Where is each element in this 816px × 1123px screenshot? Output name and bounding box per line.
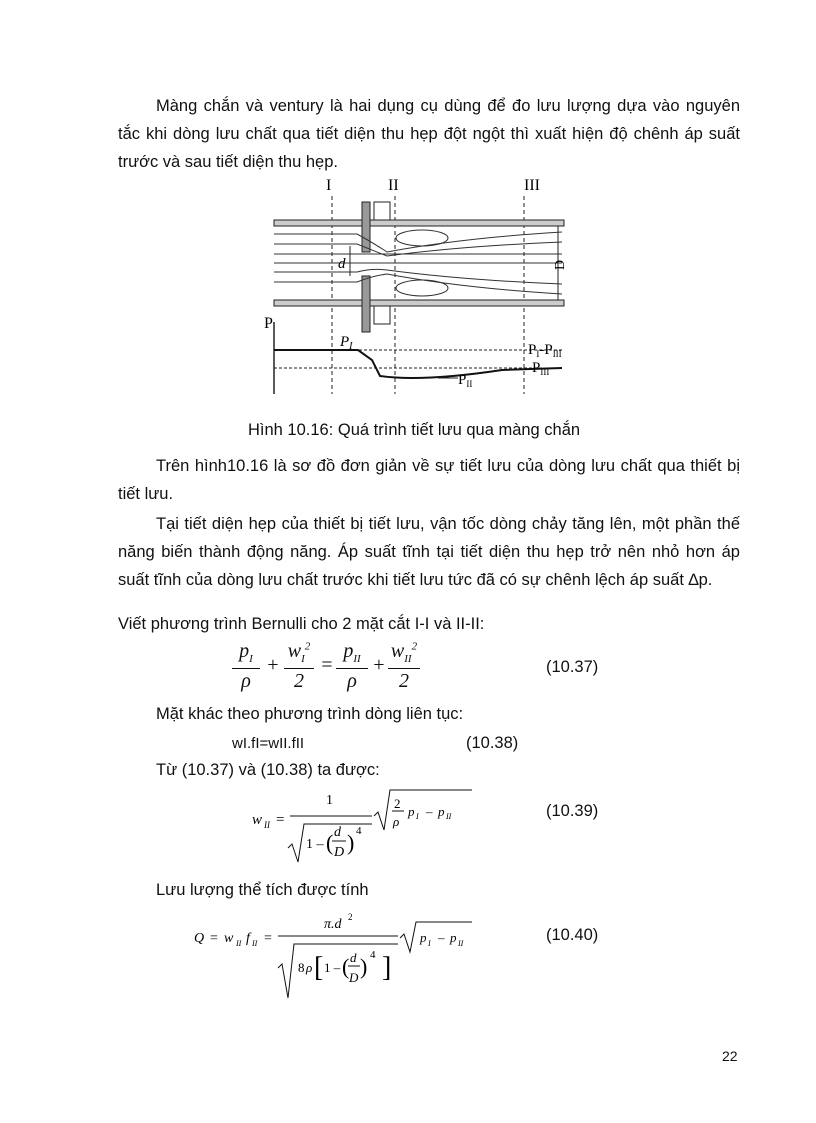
paragraph-5: Mặt khác theo phương trình dòng liên tục: — [156, 705, 464, 723]
svg-text:–: – — [426, 804, 433, 819]
svg-text:ρ: ρ — [306, 960, 313, 975]
paragraph-4: Viết phương trình Bernulli cho 2 mặt cắt I-I và II-II: — [118, 615, 485, 633]
paragraph-3: Tại tiết diện hẹp của thiết bị tiết lưu, vận tốc dòng chảy tăng lên, một phần thế năng biến thành động năng. Áp suất tĩnh tại tiết diện thu hẹp trở nên nhỏ hơn áp suất tĩnh của dòng lưu chất trước khi tiết lưu tức đã có sự chênh lệch áp suất ∆p. — [118, 515, 740, 589]
figure-caption: Hình 10.16: Quá trình tiết lưu qua màng chắn — [248, 421, 581, 439]
paragraph-2: Trên hình10.16 là sơ đồ đơn giản về sự tiết lưu của dòng lưu chất qua thiết bị tiết lưu. — [118, 457, 740, 503]
svg-text:II: II — [264, 820, 270, 830]
svg-text:[: [ — [314, 952, 324, 983]
equation-number-10-37: (10.37) — [546, 658, 599, 676]
svg-text:II: II — [236, 939, 242, 948]
svg-text:II: II — [252, 939, 258, 948]
svg-text:D: D — [349, 970, 359, 985]
svg-text:f: f — [246, 931, 250, 946]
svg-text:4: 4 — [370, 949, 376, 961]
svg-text:8: 8 — [298, 960, 305, 975]
equation-number-10-39: (10.39) — [546, 802, 599, 820]
svg-text:–: – — [438, 930, 445, 945]
p-axis-label: P — [264, 315, 273, 332]
svg-text:D: D — [334, 845, 345, 860]
svg-text:II: II — [458, 939, 464, 948]
svg-text:2: 2 — [348, 912, 353, 922]
svg-text:I: I — [416, 812, 419, 821]
svg-text:PIII — [532, 360, 549, 377]
svg-text:(: ( — [342, 954, 350, 979]
equation-number-10-40: (10.40) — [546, 926, 599, 944]
svg-text:): ) — [360, 954, 368, 979]
page-number: 22 — [722, 1048, 738, 1064]
svg-text:p: p — [420, 930, 427, 945]
svg-text:w: w — [224, 931, 234, 946]
equation-10-39 — [250, 786, 480, 866]
svg-text:1: 1 — [326, 793, 333, 808]
svg-text:4: 4 — [356, 825, 362, 837]
paragraph-6: Từ (10.37) và (10.38) ta được: — [156, 761, 380, 779]
svg-text:=: = — [276, 812, 285, 828]
svg-text:=: = — [210, 931, 218, 946]
section-label-i: I — [326, 177, 332, 194]
equation-10-40 — [192, 908, 482, 1004]
section-label-ii: II — [388, 177, 399, 194]
svg-text:(: ( — [326, 830, 334, 855]
pdiff-dash: -P — [539, 342, 553, 358]
p2-label: P — [458, 372, 467, 388]
svg-text:1 –: 1 – — [306, 837, 324, 852]
svg-text:PI-PIII — [528, 342, 562, 359]
svg-text:=: = — [264, 931, 272, 946]
p3-sub: III — [540, 367, 550, 377]
svg-text:p: p — [438, 804, 445, 819]
svg-text:p: p — [408, 804, 415, 819]
orifice-flow-figure — [262, 172, 584, 404]
equation-10-38: wI.fI=wII.fII — [232, 735, 305, 752]
big-d-label: D — [553, 259, 568, 270]
intro-paragraph: Màng chắn và ventury là hai dụng cụ dùng để đo lưu lượng dựa vào nguyên tắc khi dòng lưu chất qua tiết diện thu hẹp đột ngột thì xuất hiện độ chênh áp suất trước và sau tiết diện thu hẹp. — [118, 97, 740, 171]
paragraph-7: Lưu lượng thể tích được tính — [156, 881, 369, 899]
equation-10-37: $p_I$ ρ + $w_I^2$ 2 = $p_{II}$ ρ + $w_{II}^2$ 2 — [232, 640, 412, 696]
svg-text:]: ] — [382, 952, 392, 983]
p1-sub: I — [349, 341, 353, 352]
equation-number-10-38: (10.38) — [466, 734, 519, 752]
p2-sub: II — [466, 379, 473, 389]
svg-text:2: 2 — [394, 796, 401, 811]
svg-text:Q: Q — [194, 931, 205, 946]
pdiff-sub2: III — [552, 349, 562, 359]
p3-label: P — [532, 360, 541, 376]
svg-text:1 –: 1 – — [324, 960, 341, 975]
svg-text:PI — [339, 334, 353, 352]
section-label-iii: III — [524, 177, 540, 194]
small-d-label: d — [338, 256, 346, 272]
svg-text:ρ: ρ — [393, 814, 400, 829]
pdiff-label: P — [528, 342, 537, 358]
pdiff-sub1: I — [536, 349, 540, 359]
svg-text:w: w — [252, 812, 263, 828]
p1-label: P — [340, 334, 350, 350]
svg-text:): ) — [347, 830, 355, 855]
svg-text:d: d — [334, 825, 341, 840]
svg-text:II: II — [446, 812, 452, 821]
svg-text:d: d — [350, 950, 357, 965]
svg-text:p: p — [450, 930, 457, 945]
svg-text:I: I — [428, 939, 431, 948]
svg-text:π.d: π.d — [324, 917, 342, 932]
